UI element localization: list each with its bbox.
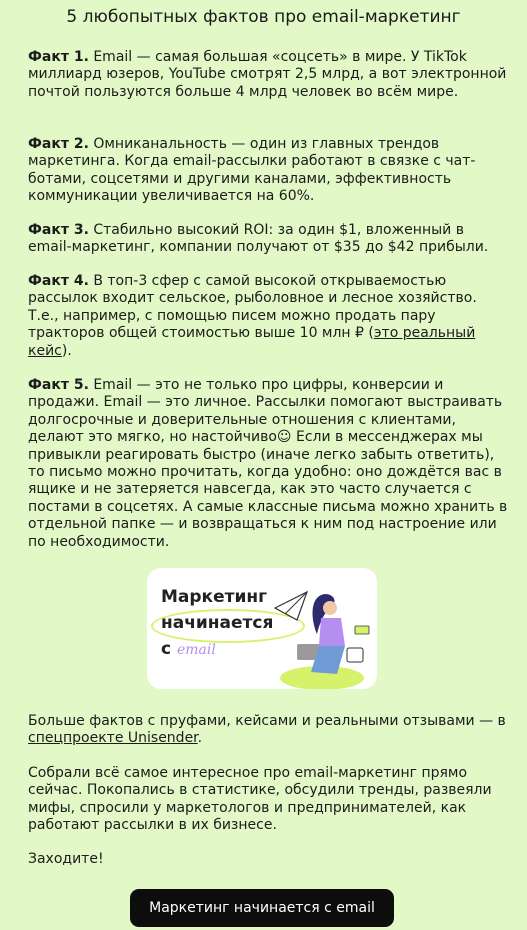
fact-text: Омниканальность — один из главных трендов маркетинга. Когда email-рассылки работают в связке с чат-ботами, соцсетями и другими каналами, эффективность коммуникации увеличивается на 60%. (28, 136, 476, 205)
banner-line-1: Маркетинг (161, 587, 268, 607)
fact-label: Факт 2. (28, 136, 89, 152)
more-facts-lead: Больше фактов с пруфами, кейсами и реальными отзывами — в (28, 713, 506, 729)
page-title: 5 любопытных фактов про email-маркетинг (66, 7, 461, 27)
cta-button[interactable]: Маркетинг начинается с email (130, 889, 394, 927)
unisender-special-project-link[interactable]: спецпроекте Unisender (28, 730, 198, 747)
more-facts-text (28, 713, 508, 748)
fact-text: В топ-3 сфер с самой высокой открываемостью рассылок входит сельское, рыболовное и лесное хозяйство. Т.е., например, с помощью писем можно продать пару тракторов общей стоимостью выше 10 млн ₽ ( (28, 273, 477, 342)
fact-5 (28, 377, 508, 551)
money-icon (355, 626, 369, 634)
banner-line-2: начинается (161, 613, 274, 633)
more-facts-after: . (197, 730, 203, 747)
fact-2 (28, 136, 508, 206)
fact-label: Факт 5. (28, 377, 89, 393)
fact-label: Факт 4. (28, 273, 89, 289)
fact-4 (28, 273, 508, 360)
fact-text: Email — самая большая «соцсеть» в мире. У TikTok миллиард юзеров, YouTube смотрят 2,5 млрд, а вот электронной почтой пользуются больше 4 млрд человек во всём мире. (28, 49, 507, 100)
banner-line-3-prefix: с (161, 639, 177, 659)
banner-email-word: email (177, 642, 216, 658)
fact-text-after: ). (61, 342, 72, 359)
bag-icon (347, 648, 363, 662)
fact-label: Факт 1. (28, 49, 89, 65)
fact-text: Стабильно высокий ROI: за один $1, вложенный в email-маркетинг, компании получают от $35 до $42 прибыли. (28, 222, 489, 256)
fact-3 (28, 222, 508, 257)
banner-illustration (267, 586, 377, 689)
marketing-banner[interactable] (147, 568, 377, 689)
fact-1 (28, 49, 508, 101)
collected-text: Собрали всё самое интересное про email-маркетинг прямо сейчас. Покопались в статистике, обсудили тренды, развеяли мифы, спросили у маркетологов и предпринимателей, как работают рассылки в их бизнесе. (28, 765, 492, 834)
real-case-link[interactable]: это реальный кейс (28, 325, 476, 359)
fact-label: Факт 3. (28, 222, 89, 238)
girl-head (323, 601, 337, 615)
come-in-text: Заходите! (28, 851, 104, 867)
girl-body (319, 618, 345, 646)
fact-text: Email — это не только про цифры, конверсии и продажи. Email — это личное. Рассылки помогают выстраивать долгосрочные и доверительные отношения с клиентами, делают это мягко, но настойчиво☺ Если в мессенджерах мы привыкли реагировать быстро (иначе легко забыть ответить), то письмо можно прочитать, когда удобно: оно дождётся вас в ящике и не затеряется навсегда, как это часто случается с постами в соцсетях. А самые классные письма можно хранить в отдельной папке — и возвращаться к ним под настроение или по необходимости. (28, 377, 508, 550)
